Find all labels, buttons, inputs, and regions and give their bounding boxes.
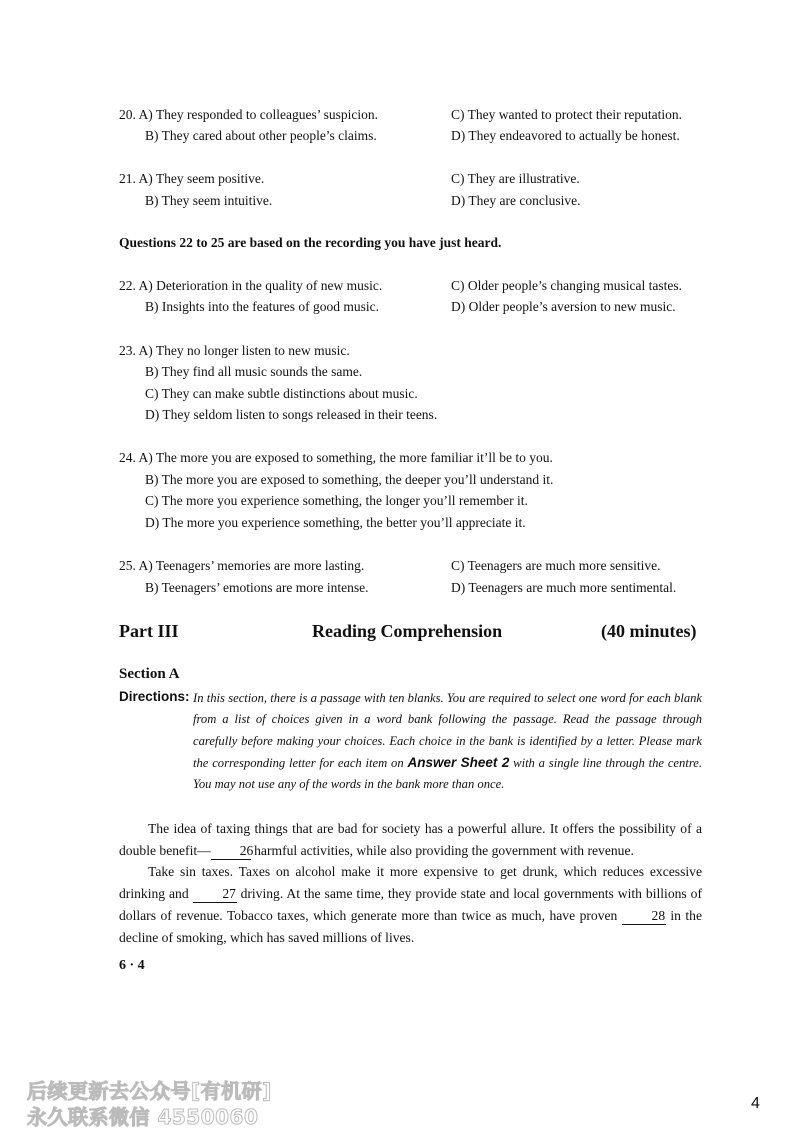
option-a: A) They seem positive. <box>138 171 265 186</box>
option-a: A) They no longer listen to new music. <box>138 343 350 358</box>
blank-28: 28 <box>622 908 666 925</box>
option-d: D) They are conclusive. <box>451 193 581 208</box>
option-a: A) Deterioration in the quality of new music. <box>138 278 383 293</box>
question-24 <box>119 447 553 469</box>
directions-label: Directions: <box>119 689 190 704</box>
blank-26: 26 <box>211 843 251 860</box>
question-number: 22. <box>119 278 136 293</box>
passage-text: harmful activities, while also providing the government with revenue. <box>250 843 634 858</box>
section-title: Section A <box>119 666 180 682</box>
passage-paragraph-2 <box>119 861 702 949</box>
option-c: C) They wanted to protect their reputation. <box>451 107 683 122</box>
watermark-line-1: 后续更新去公众号[有机研] <box>27 1079 272 1103</box>
option-c: C) They can make subtle distinctions about music. <box>145 386 418 401</box>
question-number: 24. <box>119 450 136 465</box>
instruction-questions-22-25: Questions 22 to 25 are based on the recording you have just heard. <box>119 235 502 250</box>
question-number: 21. <box>119 171 136 186</box>
question-number: 23. <box>119 343 136 358</box>
option-a: A) Teenagers’ memories are more lasting. <box>138 558 365 573</box>
part-title: Reading Comprehension <box>312 621 503 641</box>
option-c: C) Older people’s changing musical tastes. <box>451 278 682 293</box>
question-20 <box>119 104 378 126</box>
part-time: (40 minutes) <box>601 621 697 641</box>
option-c: C) They are illustrative. <box>451 171 580 186</box>
directions-text-after: with a single line through the centre. You may not use any of the words in the bank more than once. <box>193 755 702 792</box>
option-b: B) Teenagers’ emotions are more intense. <box>145 580 369 595</box>
page-number: 6 · 4 <box>119 958 145 973</box>
option-c: C) The more you experience something, the longer you’ll remember it. <box>145 493 528 508</box>
option-b: B) Insights into the features of good music. <box>145 299 379 314</box>
option-a: A) The more you are exposed to something, the more familiar it’ll be to you. <box>138 450 553 465</box>
option-a: A) They responded to colleagues’ suspicion. <box>138 107 378 122</box>
directions-text-before: In this section, there is a passage with ten blanks. You are required to select one word for each blank from a list of choices given in a word bank following the passage. Read the passage through carefully before making your choices. Each choice in the bank is identified by a letter. Please mark the corresponding letter for each item on <box>193 691 702 770</box>
option-d: D) The more you experience something, the better you’ll appreciate it. <box>145 515 526 530</box>
option-c: C) Teenagers are much more sensitive. <box>451 558 661 573</box>
option-b: B) The more you are exposed to something, the deeper you’ll understand it. <box>145 472 554 487</box>
option-d: D) They seldom listen to songs released in their teens. <box>145 407 438 422</box>
option-b: B) They find all music sounds the same. <box>145 364 363 379</box>
passage-text: driving. At the same time, they provide state and local governments with billions of dollars of revenue. Tobacco taxes, which generate more than twice as much, have proven <box>119 886 702 923</box>
passage-text: The idea of taxing things that are bad for society has a powerful allure. It offers the possibility of a double benefit— <box>119 821 702 858</box>
option-d: D) Teenagers are much more sentimental. <box>451 580 677 595</box>
question-23 <box>119 340 350 362</box>
question-number: 25. <box>119 558 136 573</box>
option-d: D) Older people’s aversion to new music. <box>451 299 676 314</box>
blank-27: 27 <box>193 886 237 903</box>
question-number: 20. <box>119 107 136 122</box>
option-d: D) They endeavored to actually be honest. <box>451 128 680 143</box>
corner-page-number: 4 <box>751 1095 760 1112</box>
watermark <box>27 1078 272 1130</box>
option-b: B) They cared about other people’s claims. <box>145 128 377 143</box>
answer-sheet-reference: Answer Sheet 2 <box>407 754 510 770</box>
passage-text: Take sin taxes. Taxes on alcohol make it more expensive to get drunk, which reduces excessive drinking and <box>119 864 702 901</box>
question-25 <box>119 555 364 577</box>
passage-paragraph-1 <box>119 818 702 862</box>
question-21 <box>119 168 264 190</box>
question-22 <box>119 275 382 297</box>
watermark-line-2: 永久联系微信 4550060 <box>27 1105 259 1129</box>
part-label: Part III <box>119 621 179 641</box>
option-b: B) They seem intuitive. <box>145 193 273 208</box>
passage-text: in the decline of smoking, which has saved millions of lives. <box>119 908 702 945</box>
directions-text <box>193 688 702 795</box>
